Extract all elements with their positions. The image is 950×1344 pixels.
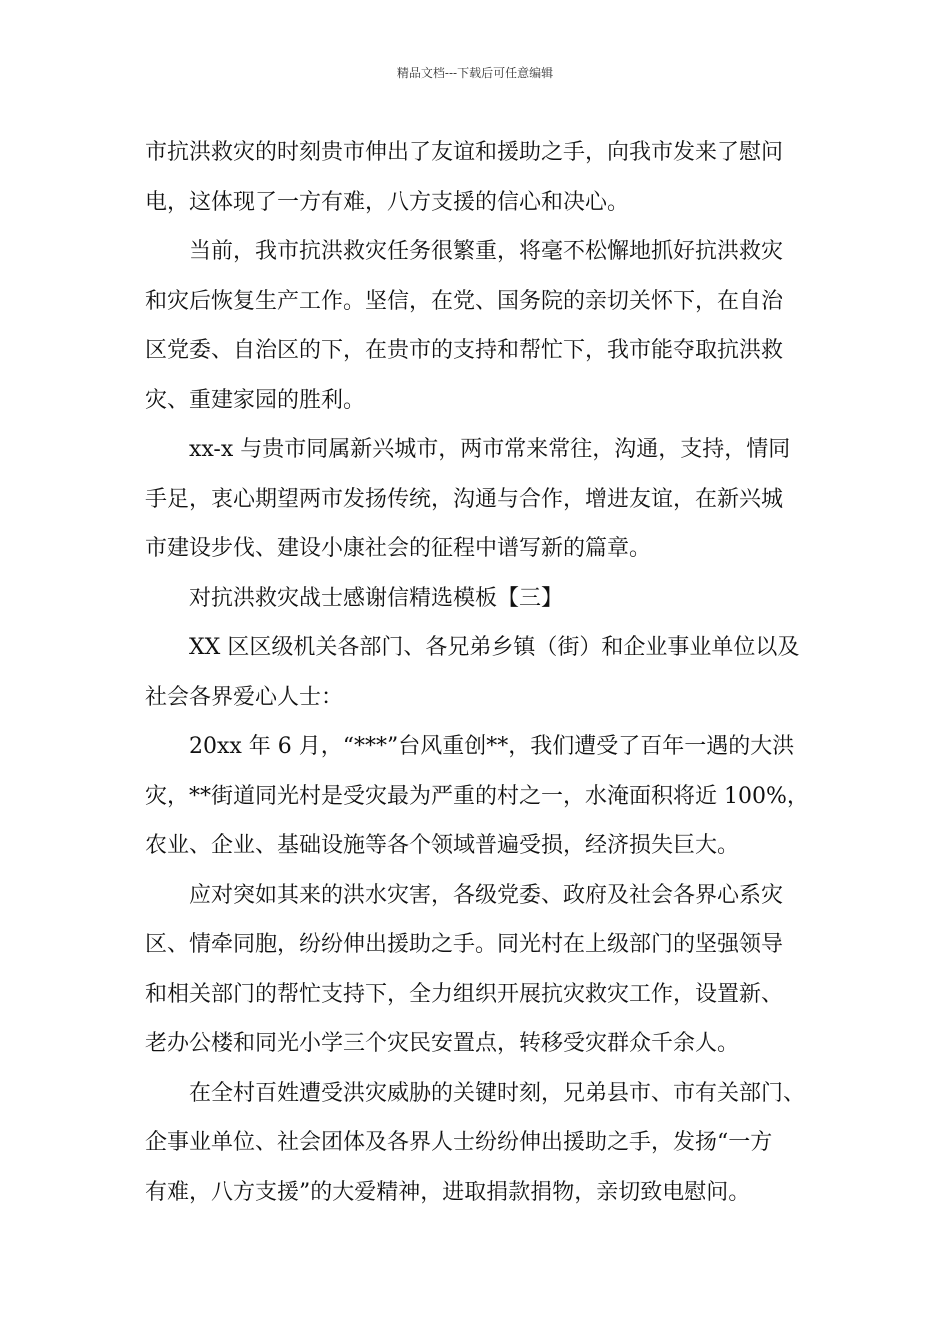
- text-line: 和相关部门的帮忙支持下，全力组织开展抗灾救灾工作，设置新、: [145, 981, 784, 1007]
- paragraph-start-line: xx-x 与贵市同属新兴城市，两市常来常往，沟通，支持，情同: [189, 437, 791, 462]
- paragraph-start-line: 在全村百姓遭受洪灾威胁的关键时刻，兄弟县市、市有关部门、: [189, 1080, 806, 1106]
- text-line: 市建设步伐、建设小康社会的征程中谱写新的篇章。: [145, 536, 652, 561]
- text-line: 区、情牵同胞，纷纷伸出援助之手。同光村在上级部门的坚强领导: [145, 932, 784, 957]
- salutation-line: XX 区区级机关各部门、各兄弟乡镇（街）和企业事业单位以及: [189, 635, 800, 660]
- text-line: 农业、企业、基础设施等各个领域普遍受损，经济损失巨大。: [145, 833, 740, 858]
- paragraph-start-line: 应对突如其来的洪水灾害，各级党委、政府及社会各界心系灾: [189, 882, 784, 908]
- text-line: 手足，衷心期望两市发扬传统，沟通与合作，增进友谊，在新兴城: [145, 486, 784, 512]
- text-line: 老办公楼和同光小学三个灾民安置点，转移受灾群众千余人。: [145, 1031, 740, 1056]
- text-line: 企事业单位、社会团体及各界人士纷纷伸出援助之手，发扬“一方: [145, 1130, 773, 1155]
- section-title: 对抗洪救灾战士感谢信精选模板【三】: [189, 585, 564, 611]
- text-line: 灾，**街道同光村是受灾最为严重的村之一，水淹面积将近 100%，: [145, 783, 809, 809]
- paragraph-start-line: 当前，我市抗洪救灾任务很繁重，将毫不松懈地抓好抗洪救灾: [189, 239, 784, 264]
- text-line: 灾、重建家园的胜利。: [145, 387, 366, 413]
- document-body: [145, 128, 825, 1217]
- page-header: 精品文档---下载后可任意编辑: [396, 66, 554, 80]
- text-line: 市抗洪救灾的时刻贵市伸出了友谊和援助之手，向我市发来了慰问: [145, 140, 784, 165]
- text-line: 电，这体现了一方有难，八方支援的信心和决心。: [145, 189, 630, 215]
- text-line: 和灾后恢复生产工作。坚信，在党、国务院的亲切关怀下，在自治: [145, 288, 784, 314]
- text-line: 有难，八方支援”的大爱精神，进取捐款捐物，亲切致电慰问。: [145, 1179, 751, 1205]
- text-line: 区党委、自治区的下，在贵市的支持和帮忙下，我市能夺取抗洪救: [145, 338, 784, 363]
- paragraph-start-line: 20xx 年 6 月，“***”台风重创**，我们遭受了百年一遇的大洪: [189, 734, 795, 759]
- salutation-line: 社会各界爱心人士：: [145, 684, 344, 710]
